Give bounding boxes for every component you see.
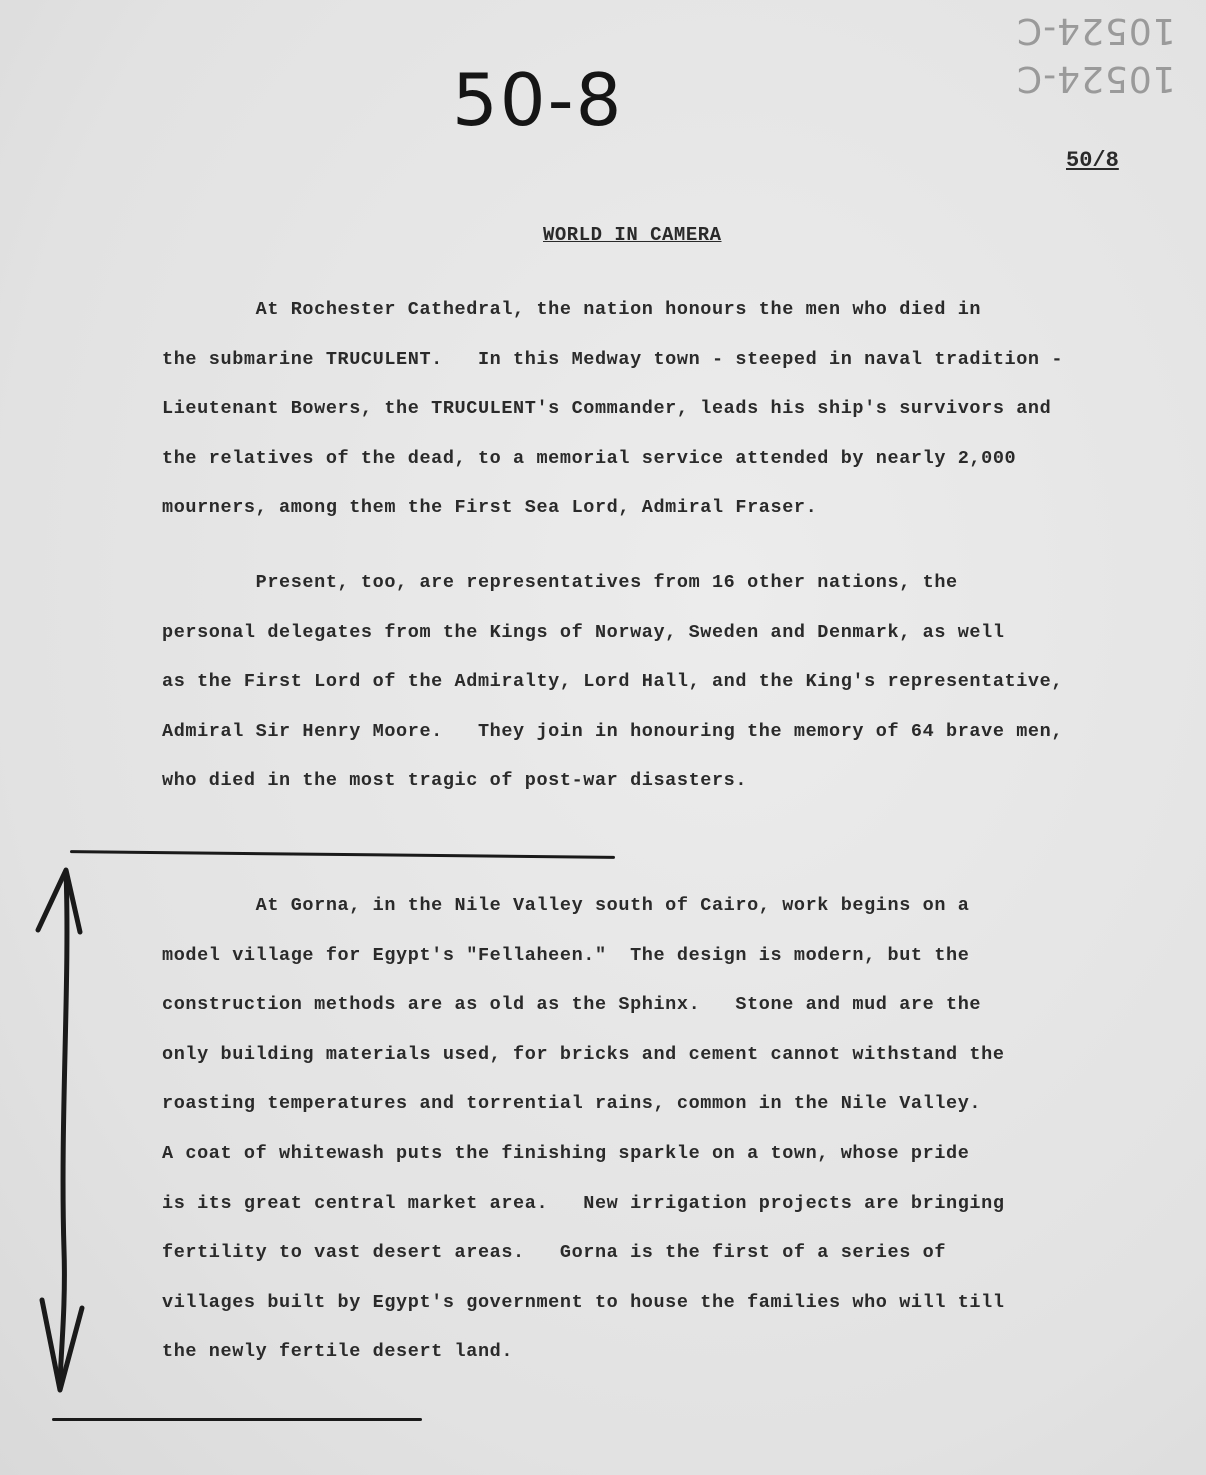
reference-number-1: 10524-C [1016,10,1176,51]
double-arrow-icon [30,860,100,1400]
paragraph-line: model village for Egypt's "Fellaheen." The design is modern, but the [162,944,970,966]
paragraph-line: A coat of whitewash puts the finishing sparkle on a town, whose pride [162,1142,970,1164]
paragraph-line: At Gorna, in the Nile Valley south of Cairo, work begins on a [162,895,970,916]
paragraph-line: fertility to vast desert areas. Gorna is the first of a series of [162,1242,947,1264]
paragraph-line: only building materials used, for bricks and cement cannot withstand the [162,1043,1005,1065]
handwritten-number: 50-8 [452,58,624,142]
paragraph-line: Present, too, are representatives from 16 other nations, the [162,572,958,593]
handdrawn-rule-top [70,850,615,859]
handdrawn-rule-bottom [52,1418,422,1421]
paragraph-line: mourners, among them the First Sea Lord, Admiral Fraser. [162,497,818,519]
reference-number-2: 10524-C [1016,58,1176,99]
paragraph-line: roasting temperatures and torrential rains, common in the Nile Valley. [162,1093,982,1115]
paragraph-rochester [162,285,1122,533]
paragraph-line: personal delegates from the Kings of Norway, Sweden and Denmark, as well [162,621,1005,643]
paragraph-line: is its great central market area. New irrigation projects are bringing [162,1192,1005,1214]
paragraph-gorna [162,881,1122,1377]
paragraph-line: villages built by Egypt's government to house the families who will till [162,1291,1005,1313]
paragraph-line: the submarine TRUCULENT. In this Medway town - steeped in naval tradition - [162,348,1064,370]
paragraph-representatives [162,558,1122,806]
paragraph-line: Admiral Sir Henry Moore. They join in honouring the memory of 64 brave men, [162,720,1064,742]
paragraph-line: the newly fertile desert land. [162,1341,514,1363]
paragraph-line: as the First Lord of the Admiralty, Lord Hall, and the King's representative, [162,671,1064,693]
paragraph-line: Lieutenant Bowers, the TRUCULENT's Commander, leads his ship's survivors and [162,398,1052,420]
paragraph-line: who died in the most tragic of post-war disasters. [162,770,748,792]
paragraph-line: the relatives of the dead, to a memorial service attended by nearly 2,000 [162,447,1017,469]
paragraph-line: construction methods are as old as the Sphinx. Stone and mud are the [162,994,982,1016]
document-heading: WORLD IN CAMERA [543,224,722,246]
page-number: 50/8 [1066,148,1119,173]
paragraph-line: At Rochester Cathedral, the nation honours the men who died in [162,299,982,320]
